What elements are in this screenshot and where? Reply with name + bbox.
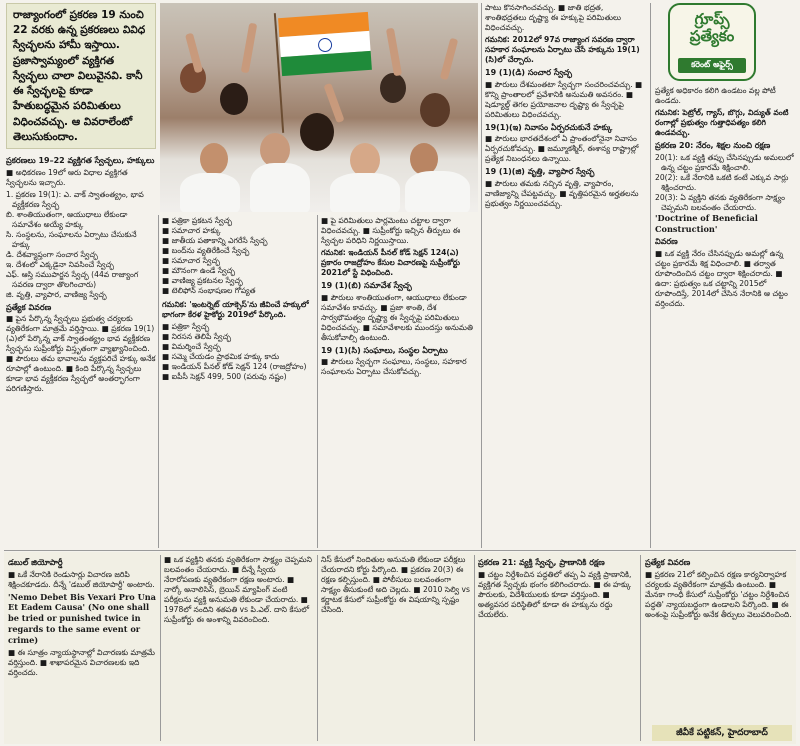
col2-item: ■ వాణిజ్య ప్రకటనల స్వేచ్ఛ <box>162 276 243 286</box>
col2-item: ■ ఇండియన్ పీనల్ కోడ్ సెక్షన్ 124 (రాజద్రోహం) <box>162 362 307 372</box>
col1-item: డి. దేశవ్యాప్తంగా సంచార స్వేచ్ఛ <box>6 249 98 259</box>
col2-item: ■ టెలిఫోన్ సంభాషణల గోప్యత <box>162 286 256 296</box>
col1-heading2: ప్రత్యేక వివరణ <box>6 302 52 312</box>
col2-item: ■ పత్రికా స్వేచ్ఛ <box>162 322 210 332</box>
col4-heading: 19(1)(ఇ) నివాసం ఏర్పరచుకునే హక్కు <box>485 122 613 132</box>
col4-intro: పాటు కొనసాగించవచ్చు. ■ జాతి భద్రత, శాంతిభద్రతలు దృష్ట్యా ఈ హక్కుపై పరిమితులు విధించవచ్చు. <box>485 3 622 33</box>
column-divider <box>640 555 641 741</box>
column-3 <box>321 216 478 548</box>
col2-item: ■ సమ్మె చేయడం ప్రాథమిక హక్కు కాదు <box>162 352 280 362</box>
col5-item: 20(3): ఏ వ్యక్తిని తనకు వ్యతిరేకంగా సాక్ష్యం చెప్పమని బలవంతం చేయరాదు. <box>655 192 785 212</box>
bottom-heading: ప్రకరణ 21: వ్యక్తి స్వేచ్ఛ, ప్రాణానికి రక్షణ <box>478 558 605 567</box>
col1-item: ఇ. దేశంలో ఎక్కడైనా నివసించే స్వేచ్ఛ <box>6 259 114 269</box>
col2-item: ■ నిరసన తెలిపే స్వేచ్ఛ <box>162 332 232 342</box>
col2-note: గమనిక: 'ఇంటర్నెట్ యాక్సెస్'ను జీవించే హక్కులో భాగంగా కేరళ హైకోర్టు 2019లో పేర్కొంది. <box>162 300 309 320</box>
col2-item: ■ ఐపీసీ సెక్షన్ 499, 500 (పరువు నష్టం) <box>162 372 287 382</box>
section-divider <box>4 550 796 551</box>
col2-item: ■ మౌనంగా ఉండే స్వేచ్ఛ <box>162 266 236 276</box>
bottom-para: ■ చట్టం నిర్దేశించిన పద్ధతిలో తప్ప ఏ వ్యక్తి ప్రాణానికి, వ్యక్తిగత స్వేచ్ఛకు భంగం కలిగించరాదు. ■ ఈ హక్కు పౌరులకు, విదేశీయులకు కూడా వర్తిస్తుంది. ■ అత్యవసర పరిస్థితిలో కూడా ఈ హక్కును రద్దు చేయలేరు. <box>478 569 632 619</box>
col2-item: ■ సమాచార హక్కు <box>162 226 221 236</box>
col3-heading: 19 (1)(సి) సంఘాలు, సంస్థల ఏర్పాటు <box>321 345 448 355</box>
white-shirt <box>250 163 310 212</box>
bottom-para: ■ ఒక వ్యక్తిని తనకు వ్యతిరేకంగా సాక్ష్యం చెప్పమని బలవంతం చేయరాదు. ■ దీన్నే స్వీయ నేరారోపణకు వ్యతిరేకంగా రక్షణ అంటారు. ■ నార్కో అనాలిసిస్, బ్రెయిన్ మ్యాపింగ్ వంటి పరీక్షలను వ్యక్తి అనుమతి లేకుండా చేయరాదు. ■ 1978లో నందిని శతపతి vs పి.ఎల్. దాని కేసులో సుప్రీంకోర్టు ఈ అంశాన్ని వివరించింది. <box>164 555 312 625</box>
col1-item: బి. శాంతియుతంగా, ఆయుధాలు లేకుండా సమావేశం అయ్యే హక్కు <box>6 209 128 229</box>
col5-note: గమనిక: పెట్రోల్, గ్యాస్, బొగ్గు, విద్యుత్ వంటి రంగాల్లో ప్రభుత్వం గుత్తాధిపత్యం కలిగి ఉండవచ్చు. <box>655 108 789 138</box>
col4-heading: 19 (1)(డి) సంచార స్వేచ్ఛ <box>485 68 573 78</box>
bottom-column-5 <box>645 555 793 721</box>
column-divider <box>160 555 161 741</box>
raised-arm <box>440 38 459 81</box>
col3-body: ■ పై పరిమితులు పార్లమెంటు చట్టాల ద్వారా విధించవచ్చు. ■ సుప్రీంకోర్టు ఇచ్చిన తీర్పులు ఈ స్వేచ్ఛల పరిధిని నిర్ణయిస్తాయి. <box>321 216 461 246</box>
author-credit: జీవీకే పట్టికన్, హైదరాబాద్ <box>652 725 792 741</box>
col1-body: ■ పైన పేర్కొన్న స్వేచ్ఛలు ప్రభుత్వ చర్యలకు వ్యతిరేకంగా మాత్రమే వర్తిస్తాయి. ■ ప్రకరణ 19(1)(ఎ)లో పేర్కొన్న వాక్ స్వాతంత్య్రం భావ వ్యక్తీకరణ స్వేచ్ఛను సుప్రీంకోర్టు విస్తృతంగా వ్యాఖ్యానించింది. ■ పౌరులు తమ భావాలను వ్యక్తపరిచే హక్కు అనేక రూపాల్లో ఉంటుంది. ■ కింది పేర్కొన్న స్వేచ్ఛలు కూడా భావ వ్యక్తీకరణ స్వేచ్ఛలో అంతర్భాగంగా పరిగణిస్తారు. <box>6 314 156 394</box>
col1-item: ఎఫ్. ఆస్తి సముపార్జన స్వేచ్ఛ (44వ రాజ్యాంగ సవరణ ద్వారా తొలగించారు) <box>6 269 139 289</box>
col1-item: సి. సంస్థలను, సంఘాలను ఏర్పాటు చేసుకునే హక్కు <box>6 229 137 249</box>
col4-note: గమనిక: 2012లో 97వ రాజ్యాంగ సవరణ ద్వారా సహకార సంఘాలను ఏర్పాటు చేసే హక్కును 19(1)(సి)లో చేర్చారు. <box>485 35 640 65</box>
column-divider <box>317 555 318 741</box>
bottom-para: ■ ఈ సూత్రం న్యాయస్థానాల్లో విచారణకు మాత్రమే వర్తిస్తుంది. ■ శాఖాపరమైన విచారణలకు ఇది వర్తించదు. <box>8 647 155 677</box>
col5-intro: ప్రత్యేక అధికారం కలిగి ఉండటం వల్ల పోటీ ఉండదు. <box>655 86 776 106</box>
crowd-head <box>380 73 406 103</box>
col3-para: ■ పౌరులు శాంతియుతంగా, ఆయుధాలు లేకుండా సమావేశం కావచ్చు. ■ ప్రజా శాంతి, దేశ సార్వభౌమత్వం దృష్ట్యా ఈ స్వేచ్ఛపై పరిమితులు విధించవచ్చు. ■ సమావేశాలకు ముందస్తు అనుమతి తీసుకోవాల్సి ఉంటుంది. <box>321 292 473 342</box>
col5-para: ■ ఒక వ్యక్తి నేరం చేసినప్పుడు అమల్లో ఉన్న చట్టం ప్రకారమే శిక్ష విధించాలి. ■ తర్వాత రూపొందించిన చట్టం ద్వారా శిక్షించరాదు. ■ ఉదా: ప్రభుత్వం ఒక చట్టాన్ని 2015లో రూపొందిస్తే, 2014లో చేసిన నేరానికి ఆ చట్టం వర్తించదు. <box>655 248 788 308</box>
bottom-column-1 <box>8 555 156 743</box>
column-4 <box>485 3 647 548</box>
col5-item: 20(1): ఒక వ్యక్తి తప్పు చేసినప్పుడు అమలులో ఉన్న చట్టం ప్రకారమే శిక్షించాలి. <box>655 152 794 172</box>
bottom-column-2 <box>164 555 314 743</box>
white-shirt <box>330 173 400 212</box>
crowd-head <box>300 113 334 151</box>
crowd-photo <box>160 3 478 212</box>
col3-para: ■ పౌరులు స్వేచ్ఛగా సంఘాలు, సంస్థలు, సహకార సంఘాలను ఏర్పాటు చేసుకోవచ్చు. <box>321 357 467 377</box>
col1-item: జి. వృత్తి, వ్యాపార, వాణిజ్య స్వేచ్ఛ <box>6 289 107 299</box>
column-divider <box>650 3 651 548</box>
col2-item: ■ విమర్శించే స్వేచ్ఛ <box>162 342 221 352</box>
crowd-head <box>420 93 450 127</box>
col5-item: 20(2): ఒకే నేరానికి ఒకటి కంటే ఎక్కువ సార్లు శిక్షించరాదు. <box>655 172 789 192</box>
raised-arm <box>241 23 258 74</box>
white-shirt <box>405 171 470 212</box>
bottom-para: నిస్ కేసులో నిందితుల అనుమతి లేకుండా పరీక్షలు చేయరాదని కోర్టు పేర్కొంది. ■ ప్రకరణ 20(3) ఈ రక్షణ కల్పిస్తుంది. ■ పోలీసులు బలవంతంగా సాక్ష్యం తీసుకుంటే అది చెల్లదు. ■ 2010 సెల్వి vs కర్ణాటక కేసులో సుప్రీంకోర్టు ఈ విషయాన్ని స్పష్టం చేసింది. <box>321 555 470 615</box>
col5-heading: ప్రకరణ 20: నేరం, శిక్షల నుంచి రక్షణ <box>655 141 771 151</box>
col4-heading: 19 (1)(జి) వృత్తి, వ్యాపార స్వేచ్ఛ <box>485 167 595 177</box>
column-2 <box>162 216 314 548</box>
badge-title: గ్రూప్స్ ప్రత్యేకం <box>689 10 735 46</box>
col2-item: ■ బంద్‌ను వ్యతిరేకించే స్వేచ్ఛ <box>162 246 250 256</box>
col5-english-term: 'Doctrine of Beneficial Construction' <box>655 212 758 234</box>
col2-item: ■ సమాచార స్వేచ్ఛ <box>162 256 220 266</box>
col4-para: ■ పౌరులు తమకు నచ్చిన వృత్తి, వ్యాపారం, వాణిజ్యాన్ని చేపట్టవచ్చు. ■ వృత్తిపరమైన అర్హతలను ప్రభుత్వం నిర్ణయించవచ్చు. <box>485 178 639 208</box>
col5-heading: వివరణ <box>655 237 678 247</box>
indian-flag-icon <box>278 12 372 76</box>
crowd-head <box>220 83 248 115</box>
col2-item: ■ పత్రికా ప్రకటన స్వేచ్ఛ <box>162 216 233 225</box>
bottom-column-4 <box>478 555 636 743</box>
col4-para: ■ పౌరులు భారతదేశంలో ఏ ప్రాంతంలోనైనా నివాసం ఏర్పరచుకోవచ్చు. ■ జమ్మూకశ్మీర్, ఈశాన్య రాష్ట్రాల్లో ప్రత్యేక నిబంధనలు ఉన్నాయి. <box>485 134 639 164</box>
column-5 <box>655 86 795 548</box>
bottom-latin-maxim: 'Nemo Debet Bis Vexari Pro Una Et Eadem Causa' (No one shall be tried or punished twice in regards to the same event or crime) <box>8 591 156 645</box>
raised-arm <box>386 28 402 77</box>
bottom-column-3 <box>321 555 471 743</box>
col1-lead: ■ అధికరణం 19లో ఆరు విధాల వ్యక్తిగత స్వేచ్ఛలను ఇచ్చారు. <box>6 167 128 187</box>
intro-text: రాజ్యాంగంలో ప్రకరణ 19 నుంచి 22 వరకు ఉన్న ప్రకరణలు వివిధ స్వేచ్ఛలను హామీ ఇస్తాయి. ప్రజాస్వామ్యంలో వ్యక్తిగత స్వేచ్ఛలు చాలా విలువైనవి. కానీ ఈ స్వేచ్ఛలపై కూడా హేతుబద్ధమైన పరిమితులు విధించవచ్చు. ఆ వివరాలేంటో తెలుసుకుందాం. <box>13 9 146 143</box>
column-divider <box>481 3 482 548</box>
col2-item: ■ జాతీయ పతాకాన్ని ఎగరేసే స్వేచ్ఛ <box>162 236 268 246</box>
section-badge <box>668 3 756 81</box>
col1-heading: ప్రకరణలు 19–22 వ్యక్తిగత స్వేచ్ఛలు, హక్కులు <box>6 156 155 165</box>
white-shirt <box>180 173 240 212</box>
badge-subtitle: కరెంట్ అఫైర్స్ <box>678 58 746 73</box>
column-1 <box>6 153 156 548</box>
column-divider <box>474 555 475 741</box>
bottom-para: ■ ఒకే నేరానికి రెండుసార్లు విచారణ జరిపి శిక్షించకూడదు. దీన్నే 'డబుల్ జియోపార్డీ' అంటారు. <box>8 569 155 589</box>
bottom-para: ■ ప్రకరణ 21లో కల్పించిన రక్షణ కార్యనిర్వాహక చర్యలకు వ్యతిరేకంగా మాత్రమే ఉంటుంది. ■ మేనకా గాంధీ కేసులో సుప్రీంకోర్టు 'చట్టం నిర్దేశించిన పద్ధతి' న్యాయబద్ధంగా ఉండాలని పేర్కొంది. ■ ఈ అంశంపై సుప్రీంకోర్టు అనేక తీర్పులు వెలువరించింది. <box>645 569 792 619</box>
col4-para: ■ పౌరులు దేశమంతటా స్వేచ్ఛగా సంచరించవచ్చు. ■ కొన్ని ప్రాంతాలలో ప్రవేశానికి అనుమతి అవసరం. ■ షెడ్యూల్డ్ తెగల ప్రయోజనాల దృష్ట్యా ఈ స్వేచ్ఛపై పరిమితులు విధించవచ్చు. <box>485 79 643 119</box>
col1-item: 1. ప్రకరణ 19(1): ఎ. వాక్ స్వాతంత్య్రం, భావ వ్యక్తీకరణ స్వేచ్ఛ <box>6 189 144 209</box>
col3-note: గమనిక: ఇండియన్ పీనల్ కోడ్ సెక్షన్ 124(ఎ) ప్రకారం రాజద్రోహం కేసుల విచారణపై సుప్రీంకోర్టు 2021లో స్టే విధించింది. <box>321 248 460 278</box>
bottom-heading: ప్రత్యేక వివరణ <box>645 558 691 567</box>
column-divider <box>317 215 318 548</box>
bottom-heading: డబుల్ జియోపార్డీ <box>8 558 63 567</box>
column-divider <box>158 215 159 548</box>
intro-box <box>6 3 156 149</box>
crowd-face <box>200 143 228 175</box>
crowd-face <box>350 143 380 177</box>
crowd-face <box>260 133 290 167</box>
col3-heading: 19 (1)(బి) సమావేశ స్వేచ్ఛ <box>321 281 412 291</box>
